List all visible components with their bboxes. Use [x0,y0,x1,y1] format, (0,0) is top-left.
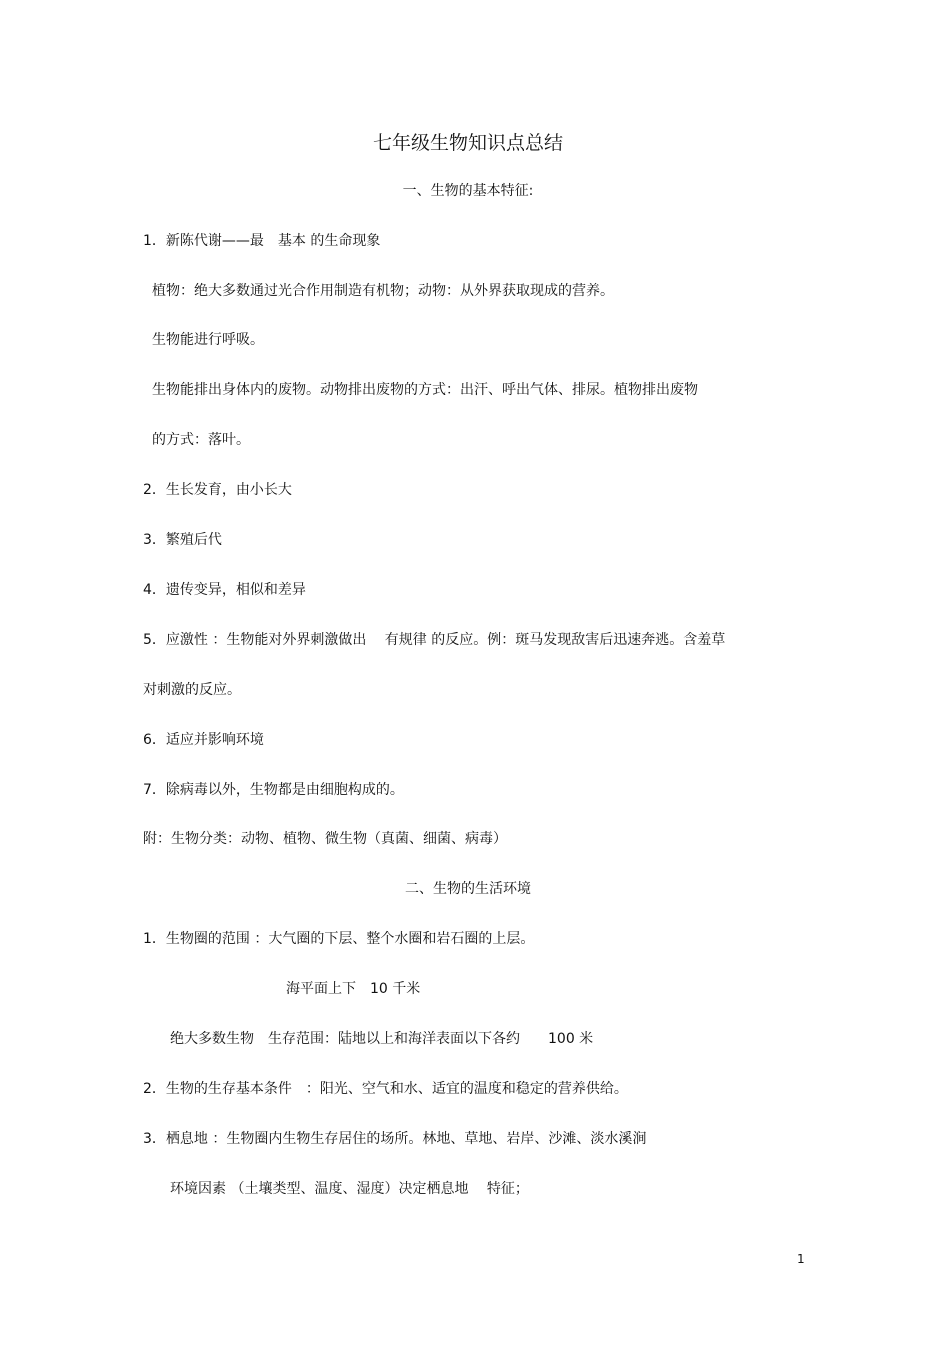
text-line: 2．生物的生存基本条件 ：阳光、空气和水、适宜的温度和稳定的营养供给。 [143,1081,628,1097]
text-line: 绝大多数生物 生存范围：陆地以上和海洋表面以下各约 100 米 [170,1031,594,1047]
text-line: 7．除病毒以外，生物都是由细胞构成的。 [143,782,404,798]
text-line: 1．生物圈的范围 ：大气圈的下层、整个水圈和岩石圈的上层。 [143,931,535,947]
text-line: 3．栖息地 ：生物圈内生物生存居住的场所。林地、草地、岩岸、沙滩、淡水溪涧 [143,1131,647,1147]
section-heading-2: 二、生物的生活环境 [405,881,531,897]
text-line: 2．生长发育，由小长大 [143,482,292,498]
text-line: 海平面上下 10 千米 [286,981,421,997]
text-line: 3．繁殖后代 [143,532,222,548]
text-line: 植物：绝大多数通过光合作用制造有机物；动物：从外界获取现成的营养。 [152,283,614,299]
text-line: 生物能进行呼吸。 [152,332,264,348]
text-line: 的方式：落叶。 [152,432,250,448]
text-line: 6．适应并影响环境 [143,732,264,748]
text-line: 对刺激的反应。 [143,682,241,698]
text-line: 生物能排出身体内的废物。动物排出废物的方式：出汗、呼出气体、排尿。植物排出废物 [152,382,698,398]
text-line: 4．遗传变异，相似和差异 [143,582,306,598]
text-line: 环境因素 （土壤类型、温度、湿度）决定栖息地 特征； [170,1181,529,1197]
page-title: 七年级生物知识点总结 [372,132,563,154]
section-heading-1: 一、生物的基本特征: [402,183,534,199]
page-number: 1 [797,1252,805,1266]
text-line: 5．应激性 ：生物能对外界刺激做出 有规律 的反应。例：斑马发现敌害后迅速奔逃。含羞草 [143,632,726,648]
text-line: 1．新陈代谢——最 基本 的生命现象 [143,233,381,249]
text-line: 附：生物分类：动物、植物、微生物（真菌、细菌、病毒） [143,831,507,847]
